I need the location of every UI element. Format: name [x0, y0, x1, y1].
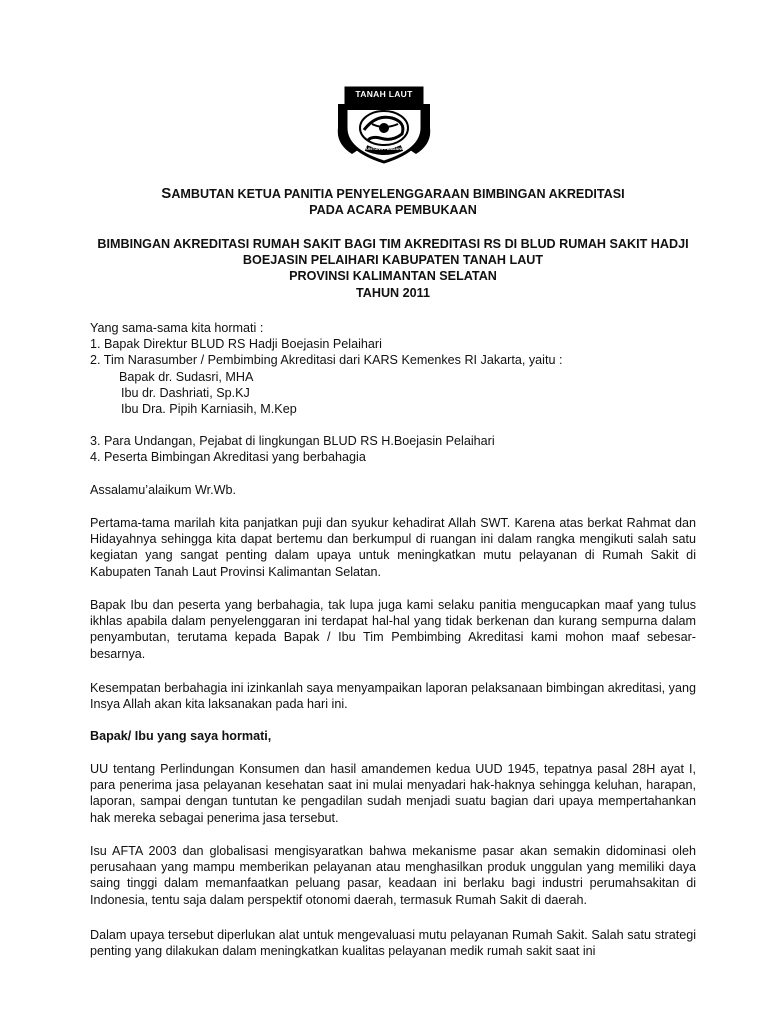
salutation-list-continued [90, 433, 696, 465]
paragraph-1: Pertama-tama marilah kita panjatkan puji dan syukur kehadirat Allah SWT. Karena atas berkat Rahmat dan Hidayahnya sehingga kita dapat bertemu dan berkumpul di ruangan ini dalam rangka mengikuti salah satu kegiatan yang sangat penting dalam upaya untuk meningkatkan mutu pelayanan di Rumah Sakit di Kabupaten Tanah Laut Provinsi Kalimantan Selatan. [90, 516, 696, 579]
subtitle-line-1: BIMBINGAN AKREDITASI RUMAH SAKIT BAGI TIM AKREDITASI RS DI BLUD RUMAH SAKIT HADJI [97, 237, 689, 251]
emblem-motto-text: TUNTUNG PANDANG [363, 146, 405, 151]
tanah-laut-emblem-icon [332, 84, 436, 164]
salutation-list [90, 320, 696, 417]
salutation-item-3: 3. Para Undangan, Pejabat di lingkungan BLUD RS H.Boejasin Pelaihari [90, 434, 495, 448]
salutation-item-1: 1. Bapak Direktur BLUD RS Hadji Boejasin Pelaihari [90, 337, 382, 352]
salutation-person-3: Ibu Dra. Pipih Karniasih, M.Kep [121, 402, 297, 417]
title-first-letter: S [161, 185, 172, 202]
subtitle-line-2: BOEJASIN PELAIHARI KABUPATEN TANAH LAUT [242, 253, 544, 268]
subtitle-line-3: PROVINSI KALIMANTAN SELATAN [289, 269, 497, 284]
document-title [90, 186, 696, 218]
title-line-1: AMBUTAN KETUA PANITIA PENYELENGGARAAN BIMBINGAN AKREDITASI [171, 187, 625, 201]
subtitle-line-4: TAHUN 2011 [356, 285, 430, 300]
salutation-item-2: 2. Tim Narasumber / Pembimbing Akreditasi dari KARS Kemenkes RI Jakarta, yaitu : [90, 353, 563, 368]
paragraph-heading: Bapak/ Ibu yang saya hormati, [90, 729, 272, 743]
title-line-2: PADA ACARA PEMBUKAAN [309, 203, 477, 218]
salutation-person-2: Ibu dr. Dashriati, Sp.KJ [121, 385, 250, 400]
paragraph-4: UU tentang Perlindungan Konsumen dan hasil amandemen kedua UUD 1945, tepatnya pasal 28H ayat I, para penerima jasa pelayanan kesehatan saat ini mulai menyadari hak-haknya sehingga keluhan, harapan, laporan, sampai dengan tuntutan ke pengadilan sudah menjadi suatu bagian dari upaya mempertahankan hak mereka sebagai penerima jasa tersebut. [90, 762, 696, 825]
salutation-item-4: 4. Peserta Bimbingan Akreditasi yang berbahagia [90, 450, 366, 465]
paragraph-6: Dalam upaya tersebut diperlukan alat untuk mengevaluasi mutu pelayanan Rumah Sakit. Salah satu strategi penting yang dilakukan dalam meningkatkan kualitas pelayanan medik rumah sakit saat ini [90, 928, 696, 959]
paragraph-2: Bapak Ibu dan peserta yang berbahagia, tak lupa juga kami selaku panitia mengucapkan maaf yang tulus ikhlas apabila dalam penyelenggaran ini terdapat hal-hal yang tidak berkenan dan kurang sempurna dalam penyambutan, terutama kepada Bapak / Ibu Tim Pembimbing Akreditasi kami mohon maaf sebesar-besarnya. [90, 598, 696, 661]
emblem-banner-text: TANAH LAUT [355, 89, 413, 99]
paragraph-5: Isu AFTA 2003 dan globalisasi mengisyaratkan bahwa mekanisme pasar akan semakin didominasi oleh perusahaan yang mampu memberikan pelayanan atau menghasilkan produk unggulan yang memiliki daya saing tinggi dalam memanfaatkan peluang pasar, keadaan ini berlaku bagi industri perumahsakitan di Indonesia, tentu saja dalam perspektif otonomi daerah, termasuk Rumah Sakit di daerah. [90, 844, 696, 907]
greeting: Assalamu’alaikum Wr.Wb. [90, 483, 237, 497]
document-subtitle [90, 236, 696, 301]
salutation-person-1: Bapak dr. Sudasri, MHA [119, 369, 254, 384]
paragraph-3: Kesempatan berbahagia ini izinkanlah saya menyampaikan laporan pelaksanaan bimbingan akreditasi, yang Insya Allah akan kita laksanakan pada hari ini. [90, 681, 696, 712]
salutation-intro: Yang sama-sama kita hormati : [90, 321, 264, 335]
